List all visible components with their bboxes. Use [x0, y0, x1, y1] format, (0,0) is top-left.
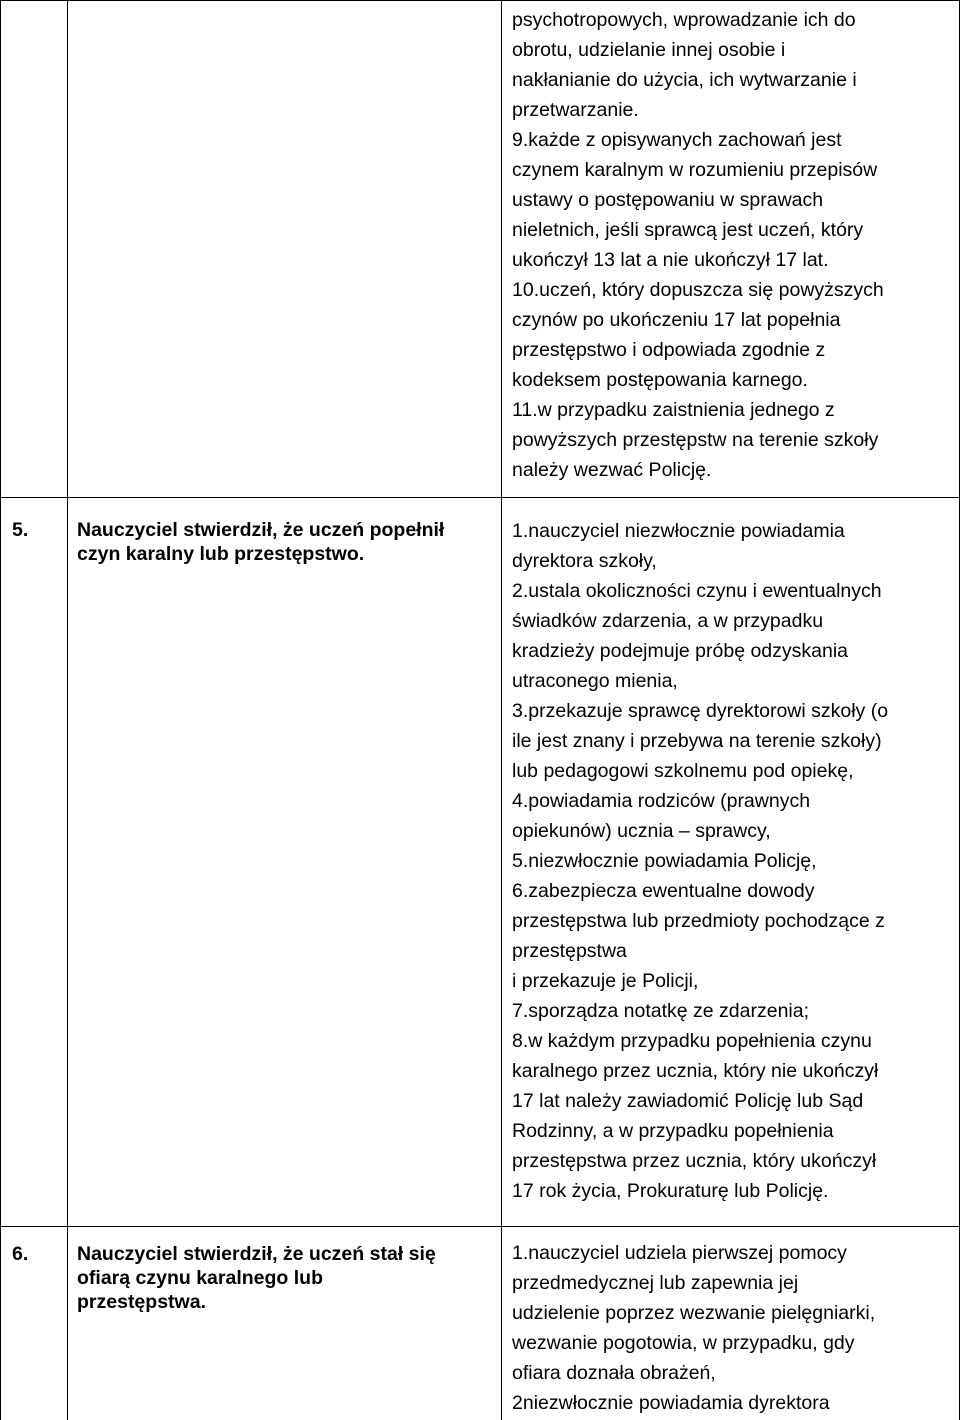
procedure-line: 1.nauczyciel niezwłocznie powiadamia	[512, 520, 845, 542]
table-left-border	[0, 0, 1, 1420]
procedure-line: opiekunów) ucznia – sprawcy,	[512, 820, 771, 842]
procedure-line: 6.zabezpiecza ewentualne dowody	[512, 880, 815, 902]
procedure-line: 11.w przypadku zaistnienia jednego z	[512, 399, 835, 421]
situation-line: czyn karalny lub przestępstwo.	[77, 543, 365, 565]
procedure-line: obrotu, udzielanie innej osobie i	[512, 39, 786, 61]
procedure-line: ustawy o postępowaniu w sprawach	[512, 189, 824, 211]
procedure-line: 1.nauczyciel udziela pierwszej pomocy	[512, 1242, 847, 1264]
procedure-line: należy wezwać Policję.	[512, 459, 712, 481]
procedure-line: przestępstwa lub przedmioty pochodzące z	[512, 910, 885, 932]
procedure-cell	[512, 1238, 957, 1418]
situation-line: ofiarą czynu karalnego lub	[77, 1267, 323, 1289]
situation-cell	[77, 1242, 487, 1314]
procedure-line: czynów po ukończeniu 17 lat popełnia	[512, 309, 841, 331]
procedure-line: 17 rok życia, Prokuraturę lub Policję.	[512, 1180, 829, 1202]
procedure-line: kodeksem postępowania karnego.	[512, 369, 808, 391]
procedure-line: 5.niezwłocznie powiadamia Policję,	[512, 850, 817, 872]
situation-line: przestępstwa.	[77, 1291, 206, 1313]
procedure-line: przedmedycznej lub zapewnia jej	[512, 1272, 799, 1294]
column-divider	[67, 0, 68, 1420]
procedure-line: 9.każde z opisywanych zachowań jest	[512, 129, 842, 151]
row-divider	[0, 1226, 960, 1227]
situation-line: Nauczyciel stwierdził, że uczeń stał się	[77, 1243, 436, 1265]
procedure-line: utraconego mienia,	[512, 670, 678, 692]
procedure-line: 2niezwłocznie powiadamia dyrektora	[512, 1392, 830, 1414]
row-divider	[0, 497, 960, 498]
procedure-line: udzielenie poprzez wezwanie pielęgniarki,	[512, 1302, 876, 1324]
procedure-line: i przekazuje je Policji,	[512, 970, 699, 992]
procedure-line: psychotropowych, wprowadzanie ich do	[512, 9, 856, 31]
procedure-line: 7.sporządza notatkę ze zdarzenia;	[512, 1000, 810, 1022]
procedure-line: nakłanianie do użycia, ich wytwarzanie i	[512, 69, 857, 91]
row-number: 5.	[12, 519, 29, 541]
procedure-line: przestępstwo i odpowiada zgodnie z	[512, 339, 826, 361]
procedure-line: 17 lat należy zawiadomić Policję lub Sąd	[512, 1090, 864, 1112]
procedure-line: ukończył 13 lat a nie ukończył 17 lat.	[512, 249, 829, 271]
situation-line: Nauczyciel stwierdził, że uczeń popełnił	[77, 519, 445, 541]
procedure-line: karalnego przez ucznia, który nie ukończył	[512, 1060, 879, 1082]
situation-cell	[77, 518, 487, 566]
procedure-cell	[512, 516, 957, 1206]
procedure-line: 2.ustala okoliczności czynu i ewentualnych	[512, 580, 882, 602]
procedure-line: czynem karalnym w rozumieniu przepisów	[512, 159, 878, 181]
procedure-line: 3.przekazuje sprawcę dyrektorowi szkoły (o	[512, 700, 889, 722]
procedure-line: przestępstwa	[512, 940, 627, 962]
procedure-line: 10.uczeń, który dopuszcza się powyższych	[512, 279, 884, 301]
procedure-line: przestępstwa przez ucznia, który ukończył	[512, 1150, 877, 1172]
procedure-line: nieletnich, jeśli sprawcą jest uczeń, który	[512, 219, 864, 241]
procedure-line: Rodzinny, a w przypadku popełnienia	[512, 1120, 834, 1142]
procedure-cell	[512, 5, 957, 485]
procedure-line: 4.powiadamia rodziców (prawnych	[512, 790, 811, 812]
procedure-line: ile jest znany i przebywa na terenie szkoły)	[512, 730, 882, 752]
procedure-line: wezwanie pogotowia, w przypadku, gdy	[512, 1332, 855, 1354]
procedure-line: powyższych przestępstw na terenie szkoły	[512, 429, 879, 451]
procedure-line: 8.w każdym przypadku popełnienia czynu	[512, 1030, 872, 1052]
procedure-line: lub pedagogowi szkolnemu pod opiekę,	[512, 760, 854, 782]
column-divider	[501, 0, 502, 1420]
procedure-line: przetwarzanie.	[512, 99, 639, 121]
procedure-line: dyrektora szkoły,	[512, 550, 657, 572]
table-top-border	[0, 0, 960, 1]
procedure-line: kradzieży podejmuje próbę odzyskania	[512, 640, 849, 662]
procedure-line: ofiara doznała obrażeń,	[512, 1362, 716, 1384]
procedure-line: świadków zdarzenia, a w przypadku	[512, 610, 824, 632]
row-number: 6.	[12, 1243, 29, 1265]
